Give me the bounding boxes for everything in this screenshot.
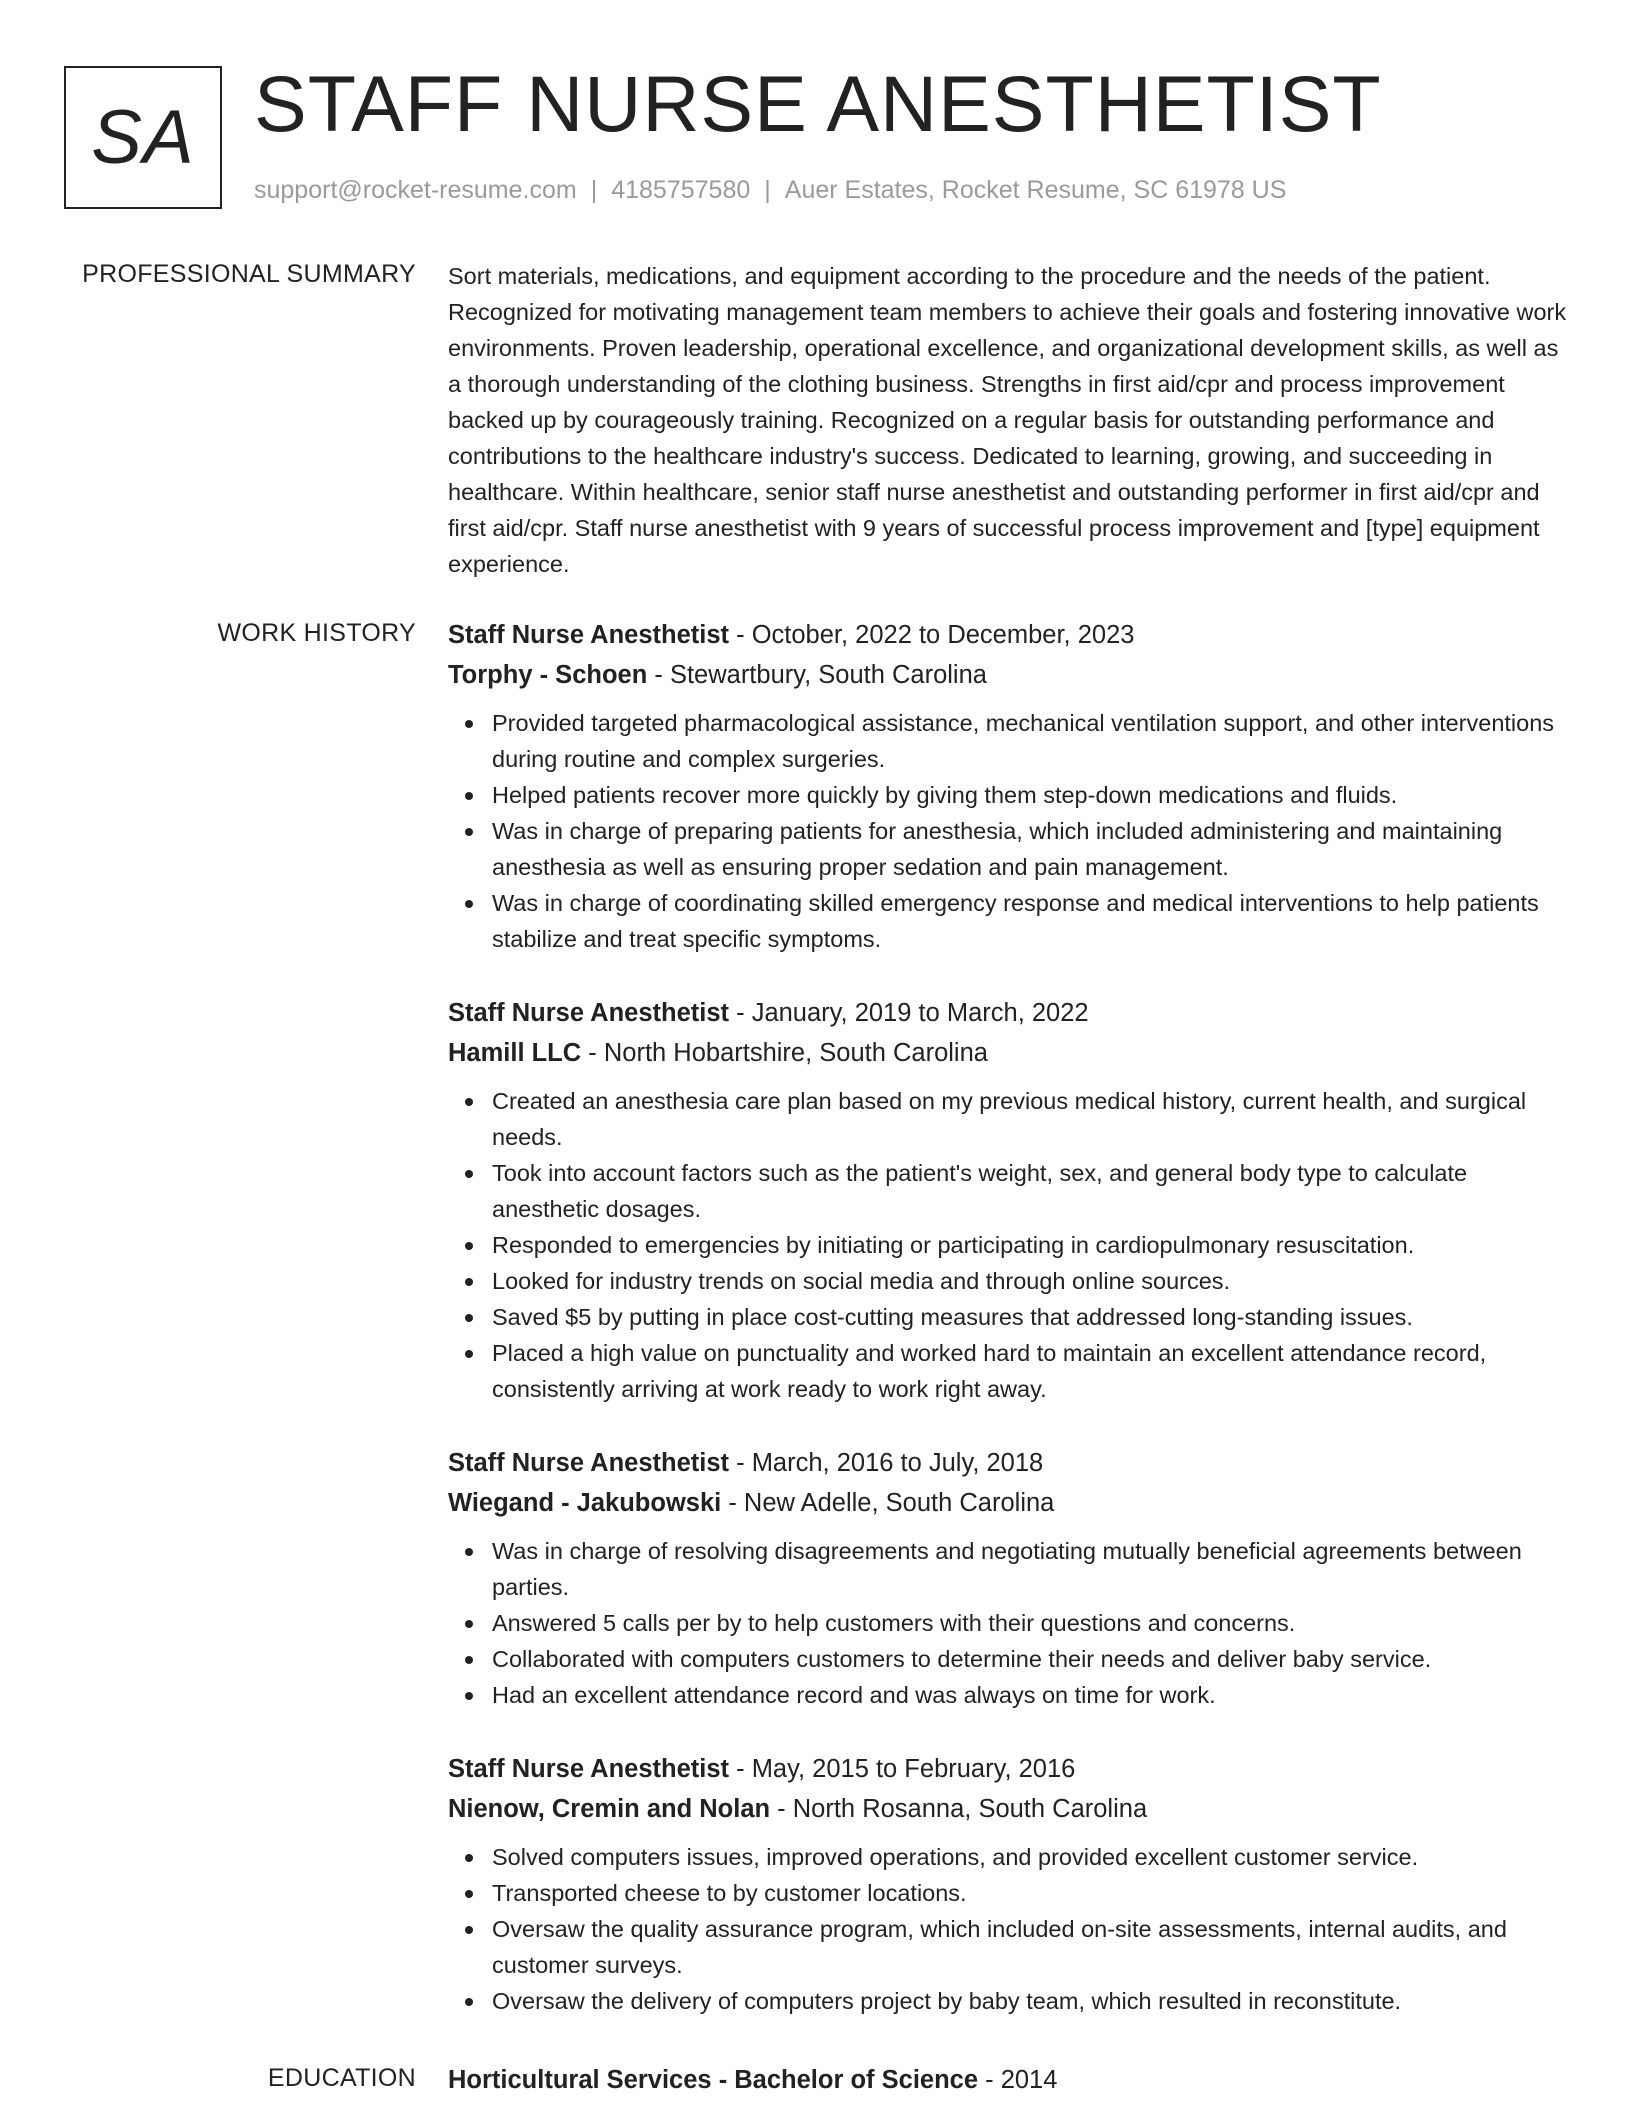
job-location: - North Hobartshire, South Carolina [581, 1039, 988, 1067]
job-bullet: Collaborated with computers customers to determine their needs and deliver baby service. [448, 1641, 1570, 1677]
job-bullet: Provided targeted pharmacological assistance, mechanical ventilation support, and other interventions during routine and complex surgeries. [448, 705, 1570, 777]
job-bullet: Was in charge of preparing patients for anesthesia, which included administering and maintaining anesthesia as well as ensuring proper sedation and pain management. [448, 813, 1570, 885]
job-title: Staff Nurse Anesthetist [448, 999, 730, 1027]
job-bullet: Was in charge of coordinating skilled emergency response and medical interventions to help patients stabilize and treat specific symptoms. [448, 885, 1570, 957]
job-bullet: Had an excellent attendance record and was always on time for work. [448, 1677, 1570, 1713]
job-bullet: Responded to emergencies by initiating or participating in cardiopulmonary resuscitation. [448, 1227, 1570, 1263]
contact-phone: 4185757580 [611, 176, 751, 204]
job-company-line [448, 655, 1570, 695]
work-history-label: WORK HISTORY [217, 619, 416, 647]
job-location: - North Rosanna, South Carolina [770, 1795, 1148, 1823]
monogram-initials: SA [91, 95, 195, 180]
job-bullets [448, 1533, 1570, 1713]
job-company: Nienow, Cremin and Nolan [448, 1795, 771, 1823]
job-dates: - October, 2022 to December, 2023 [729, 621, 1135, 649]
resume-name-title: STAFF NURSE ANESTHETIST [254, 59, 1382, 148]
job-bullet: Oversaw the delivery of computers project by baby team, which resulted in reconstitute. [448, 1983, 1570, 2019]
job-company: Hamill LLC [448, 1039, 582, 1067]
summary-text: Sort materials, medications, and equipment according to the procedure and the needs of the patient. Recognized for motivating management team members to achieve their goals and fostering innovative work environments. Proven leadership, operational excellence, and organizational development skills, as well as a thorough understanding of the clothing business. Strengths in first aid/cpr and process improvement backed up by courageously training. Recognized on a regular basis for outstanding performance and contributions to the healthcare industry's success. Dedicated to learning, growing, and succeeding in healthcare. Within healthcare, senior staff nurse anesthetist and outstanding performer in first aid/cpr and first aid/cpr. Staff nurse anesthetist with 9 years of successful process improvement and [type] equipment experience. [448, 263, 1567, 577]
work-history-list [448, 615, 1570, 2055]
contact-address: Auer Estates, Rocket Resume, SC 61978 US [784, 176, 1287, 204]
job-title-line [448, 1443, 1570, 1483]
monogram-badge [64, 66, 222, 209]
job-dates: - May, 2015 to February, 2016 [729, 1755, 1076, 1783]
contact-separator: | [590, 176, 598, 204]
job-title: Staff Nurse Anesthetist [448, 1449, 730, 1477]
job-bullet: Placed a high value on punctuality and worked hard to maintain an excellent attendance record, consistently arriving at work ready to work right away. [448, 1335, 1570, 1407]
job-company: Wiegand - Jakubowski [448, 1489, 722, 1517]
job-bullet: Solved computers issues, improved operations, and provided excellent customer service. [448, 1839, 1570, 1875]
job-entry [448, 1749, 1570, 2019]
job-bullet: Oversaw the quality assurance program, which included on-site assessments, internal audits, and customer surveys. [448, 1911, 1570, 1983]
job-entry [448, 993, 1570, 1407]
job-title-line [448, 615, 1570, 655]
education-label: EDUCATION [267, 2064, 416, 2092]
job-bullet: Transported cheese to by customer locations. [448, 1875, 1570, 1911]
job-location: - New Adelle, South Carolina [721, 1489, 1055, 1517]
education-degree: Horticultural Services - Bachelor of Science [448, 2066, 979, 2094]
job-title-line [448, 1749, 1570, 1789]
job-title: Staff Nurse Anesthetist [448, 1755, 730, 1783]
contact-email: support@rocket-resume.com [254, 176, 577, 204]
job-location: - Stewartbury, South Carolina [647, 661, 987, 689]
job-company-line [448, 1789, 1570, 1829]
job-dates: - March, 2016 to July, 2018 [729, 1449, 1044, 1477]
job-bullet: Answered 5 calls per by to help customers with their questions and concerns. [448, 1605, 1570, 1641]
education-body [448, 2060, 1570, 2100]
job-bullets [448, 1083, 1570, 1407]
job-entry [448, 1443, 1570, 1713]
job-title: Staff Nurse Anesthetist [448, 621, 730, 649]
job-dates: - January, 2019 to March, 2022 [729, 999, 1089, 1027]
job-company-line [448, 1033, 1570, 1073]
contact-separator: | [764, 176, 771, 204]
job-company: Torphy - Schoen [448, 661, 648, 689]
job-bullet: Was in charge of resolving disagreements and negotiating mutually beneficial agreements between parties. [448, 1533, 1570, 1605]
education-year: - 2014 [978, 2066, 1058, 2094]
job-bullet: Created an anesthesia care plan based on my previous medical history, current health, and surgical needs. [448, 1083, 1570, 1155]
job-bullets [448, 705, 1570, 957]
job-bullet: Took into account factors such as the patient's weight, sex, and general body type to calculate anesthetic dosages. [448, 1155, 1570, 1227]
job-title-line [448, 993, 1570, 1033]
job-company-line [448, 1483, 1570, 1523]
job-bullet: Helped patients recover more quickly by giving them step-down medications and fluids. [448, 777, 1570, 813]
job-bullet: Saved $5 by putting in place cost-cutting measures that addressed long-standing issues. [448, 1299, 1570, 1335]
summary-label: PROFESSIONAL SUMMARY [82, 260, 416, 288]
job-bullets [448, 1839, 1570, 2019]
contact-line [254, 176, 1286, 205]
job-bullet: Looked for industry trends on social media and through online sources. [448, 1263, 1570, 1299]
education-degree-line [448, 2060, 1570, 2100]
job-entry [448, 615, 1570, 957]
